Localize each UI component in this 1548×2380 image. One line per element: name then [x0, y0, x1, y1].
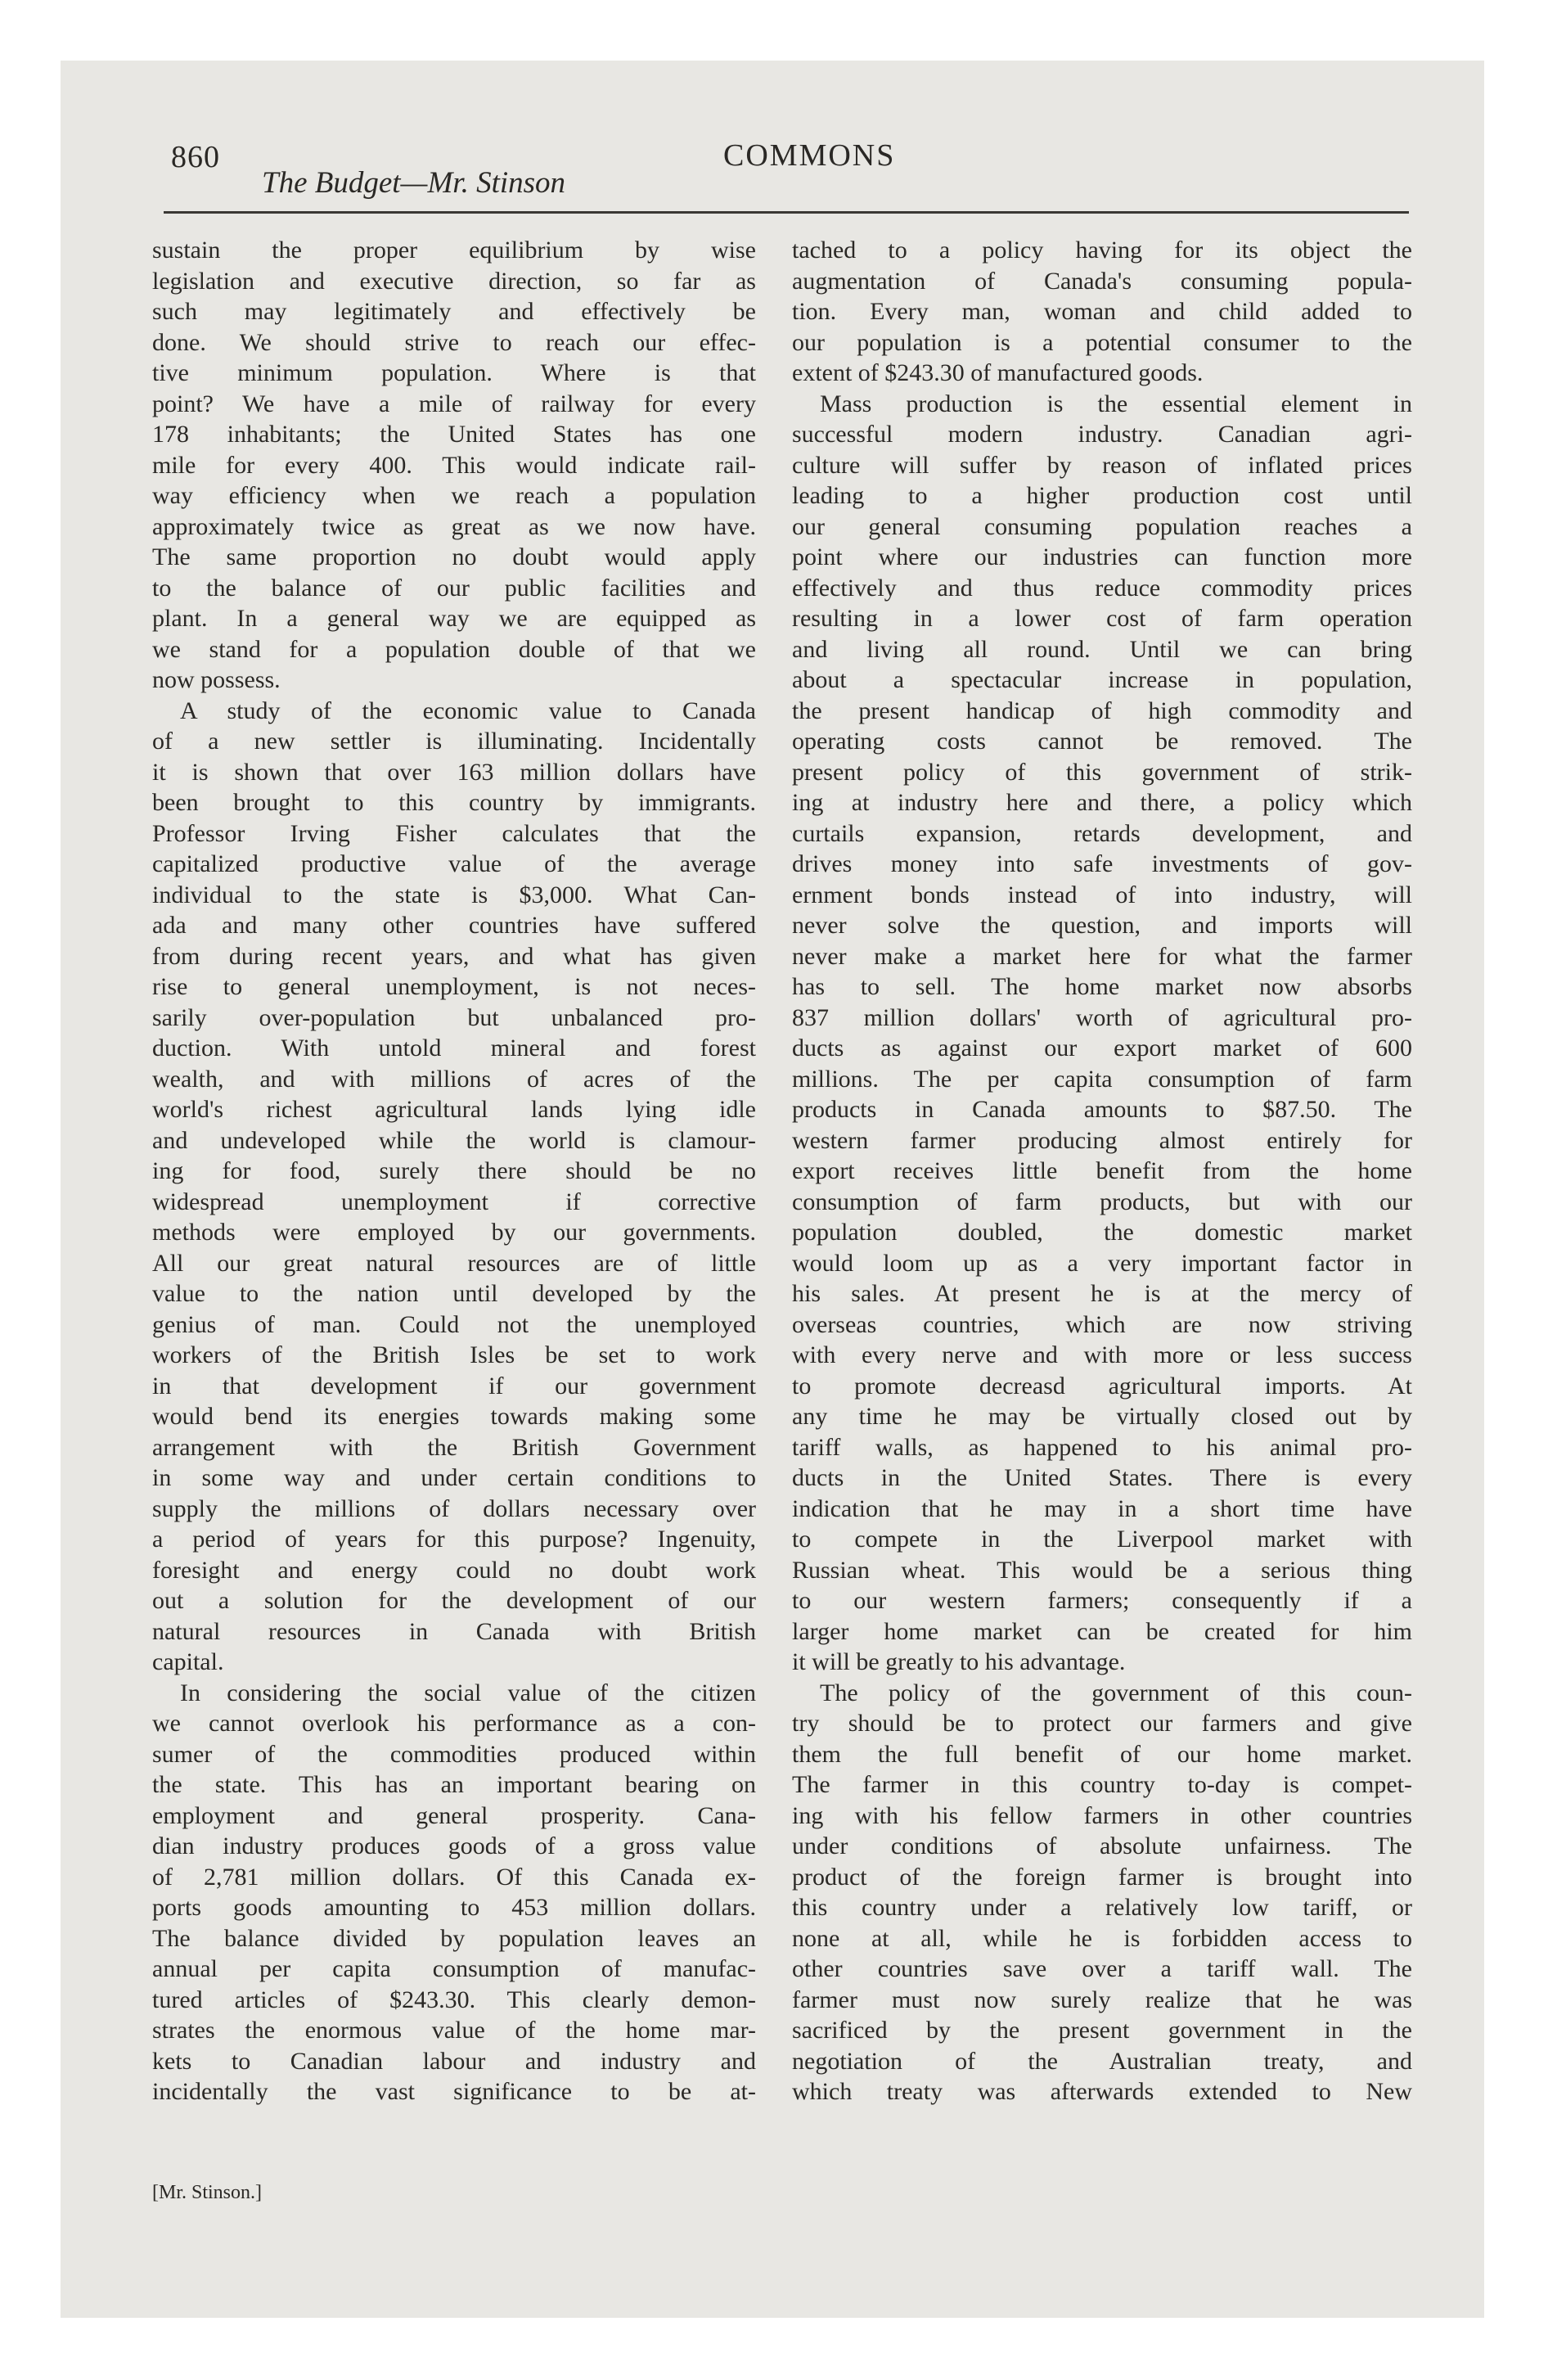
- text-line: about a spectacular increase in population,: [792, 666, 1412, 693]
- text-line: has to sell. The home market now absorbs: [792, 973, 1412, 1000]
- text-line: workers of the British Isles be set to work: [152, 1341, 756, 1368]
- text-line: been brought to this country by immigrants.: [152, 789, 756, 816]
- right-text-column: [792, 235, 1412, 2107]
- text-line: sacrificed by the present government in the: [792, 2017, 1412, 2044]
- speaker-attribution: [Mr. Stinson.]: [152, 2182, 263, 2203]
- text-line: way efficiency when we reach a population: [152, 482, 756, 509]
- text-line: farmer must now surely realize that he was: [792, 1986, 1412, 2013]
- text-line: sarily over-population but unbalanced pro-: [152, 1003, 756, 1031]
- text-line: duction. With untold mineral and forest: [152, 1034, 756, 1062]
- text-line: 837 million dollars' worth of agricultural pro-: [792, 1003, 1412, 1031]
- text-line: value to the nation until developed by the: [152, 1280, 756, 1307]
- text-line: of a new settler is illuminating. Incidentally: [152, 728, 756, 755]
- text-line: to our western farmers; consequently if a: [792, 1587, 1412, 1614]
- text-line: product of the foreign farmer is brought into: [792, 1863, 1412, 1891]
- text-line: dian industry produces goods of a gross value: [152, 1832, 756, 1859]
- text-line: A study of the economic value to Canada: [180, 696, 756, 724]
- text-line: legislation and executive direction, so far as: [152, 267, 756, 295]
- text-line: supply the millions of dollars necessary over: [152, 1494, 756, 1522]
- text-line: never solve the question, and imports will: [792, 912, 1412, 939]
- text-line: 178 inhabitants; the United States has one: [152, 421, 756, 448]
- text-line: arrangement with the British Government: [152, 1433, 756, 1461]
- text-line: none at all, while he is forbidden access to: [792, 1924, 1412, 1952]
- text-line: tariff walls, as happened to his animal pro-: [792, 1433, 1412, 1461]
- chamber-heading: COMMONS: [723, 138, 896, 173]
- text-line: this country under a relatively low tariff, or: [792, 1894, 1412, 1921]
- text-line: tion. Every man, woman and child added to: [792, 298, 1412, 325]
- text-line: effectively and thus reduce commodity prices: [792, 574, 1412, 602]
- text-line: resulting in a lower cost of farm operation: [792, 605, 1412, 632]
- text-line: tured articles of $243.30. This clearly demon-: [152, 1986, 756, 2013]
- text-line: under conditions of absolute unfairness. The: [792, 1832, 1412, 1859]
- text-line: present policy of this government of strik-: [792, 758, 1412, 786]
- text-line: larger home market can be created for him: [792, 1617, 1412, 1645]
- text-line: population doubled, the domestic market: [792, 1219, 1412, 1246]
- text-line: operating costs cannot be removed. The: [792, 728, 1412, 755]
- text-line: now possess.: [152, 666, 281, 693]
- text-line: rise to general unemployment, is not neces-: [152, 973, 756, 1000]
- text-line: ing for food, surely there should be no: [152, 1157, 756, 1184]
- text-line: would loom up as a very important factor in: [792, 1249, 1412, 1277]
- text-line: Professor Irving Fisher calculates that the: [152, 819, 756, 847]
- text-line: The policy of the government of this coun-: [820, 1679, 1412, 1706]
- text-line: ing at industry here and there, a policy which: [792, 789, 1412, 816]
- page-number: 860: [171, 140, 220, 174]
- text-line: widespread unemployment if corrective: [152, 1188, 756, 1215]
- text-line: leading to a higher production cost until: [792, 482, 1412, 509]
- left-text-column: [152, 235, 756, 2107]
- text-line: natural resources in Canada with British: [152, 1617, 756, 1645]
- text-line: ports goods amounting to 453 million dollars.: [152, 1894, 756, 1921]
- text-line: Russian wheat. This would be a serious thing: [792, 1556, 1412, 1584]
- running-title: The Budget—Mr. Stinson: [262, 166, 566, 200]
- text-line: point? We have a mile of railway for every: [152, 390, 756, 417]
- text-line: successful modern industry. Canadian agri-: [792, 421, 1412, 448]
- text-line: genius of man. Could not the unemployed: [152, 1310, 756, 1338]
- text-line: The farmer in this country to-day is compet-: [792, 1771, 1412, 1798]
- text-line: methods were employed by our governments.: [152, 1219, 756, 1246]
- text-line: in that development if our government: [152, 1372, 756, 1400]
- text-line: All our great natural resources are of little: [152, 1249, 756, 1277]
- text-line: and undeveloped while the world is clamour-: [152, 1126, 756, 1154]
- text-line: and living all round. Until we can bring: [792, 635, 1412, 663]
- text-line: export receives little benefit from the home: [792, 1157, 1412, 1184]
- text-line: tive minimum population. Where is that: [152, 359, 756, 386]
- text-line: plant. In a general way we are equipped as: [152, 605, 756, 632]
- text-line: sustain the proper equilibrium by wise: [152, 237, 756, 264]
- text-line: The balance divided by population leaves an: [152, 1924, 756, 1952]
- text-line: ernment bonds instead of into industry, will: [792, 881, 1412, 908]
- text-line: a period of years for this purpose? Ingenuity,: [152, 1526, 756, 1553]
- text-line: drives money into safe investments of gov-: [792, 850, 1412, 877]
- text-line: Mass production is the essential element in: [820, 390, 1412, 417]
- text-line: ducts in the United States. There is every: [792, 1464, 1412, 1491]
- text-line: wealth, and with millions of acres of the: [152, 1065, 756, 1093]
- text-line: individual to the state is $3,000. What Can-: [152, 881, 756, 908]
- text-line: world's richest agricultural lands lying idle: [152, 1096, 756, 1123]
- text-line: In considering the social value of the citizen: [180, 1679, 756, 1706]
- text-line: the state. This has an important bearing on: [152, 1771, 756, 1798]
- text-line: out a solution for the development of our: [152, 1587, 756, 1614]
- text-line: curtails expansion, retards development, and: [792, 819, 1412, 847]
- text-line: we cannot overlook his performance as a con-: [152, 1710, 756, 1737]
- text-line: from during recent years, and what has given: [152, 942, 756, 970]
- text-line: of 2,781 million dollars. Of this Canada ex-: [152, 1863, 756, 1891]
- text-line: try should be to protect our farmers and give: [792, 1710, 1412, 1737]
- text-line: overseas countries, which are now striving: [792, 1310, 1412, 1338]
- text-line: approximately twice as great as we now have.: [152, 512, 756, 540]
- text-line: culture will suffer by reason of inflated prices: [792, 451, 1412, 479]
- text-line: incidentally the vast significance to be at-: [152, 2078, 756, 2105]
- text-line: other countries save over a tariff wall. The: [792, 1955, 1412, 1982]
- text-line: foresight and energy could no doubt work: [152, 1556, 756, 1584]
- text-line: it is shown that over 163 million dollars have: [152, 758, 756, 786]
- text-line: them the full benefit of our home market.: [792, 1740, 1412, 1768]
- text-line: strates the enormous value of the home mar-: [152, 2017, 756, 2044]
- text-line: consumption of farm products, but with our: [792, 1188, 1412, 1215]
- text-line: negotiation of the Australian treaty, and: [792, 2047, 1412, 2075]
- text-line: sumer of the commodities produced within: [152, 1740, 756, 1768]
- text-line: extent of $243.30 of manufactured goods.: [792, 359, 1204, 386]
- text-line: augmentation of Canada's consuming popula-: [792, 267, 1412, 295]
- text-line: would bend its energies towards making some: [152, 1403, 756, 1430]
- text-line: our population is a potential consumer to the: [792, 328, 1412, 356]
- text-line: ada and many other countries have suffered: [152, 912, 756, 939]
- text-line: ducts as against our export market of 600: [792, 1034, 1412, 1062]
- text-line: point where our industries can function more: [792, 543, 1412, 570]
- text-line: The same proportion no doubt would apply: [152, 543, 756, 570]
- text-line: annual per capita consumption of manufac-: [152, 1955, 756, 1982]
- text-line: any time he may be virtually closed out by: [792, 1403, 1412, 1430]
- text-line: western farmer producing almost entirely for: [792, 1126, 1412, 1154]
- text-line: capitalized productive value of the average: [152, 850, 756, 877]
- text-line: in some way and under certain conditions to: [152, 1464, 756, 1491]
- text-line: products in Canada amounts to $87.50. The: [792, 1096, 1412, 1123]
- text-line: his sales. At present he is at the mercy of: [792, 1280, 1412, 1307]
- text-line: which treaty was afterwards extended to New: [792, 2078, 1412, 2105]
- text-line: ing with his fellow farmers in other countries: [792, 1801, 1412, 1829]
- text-line: millions. The per capita consumption of farm: [792, 1065, 1412, 1093]
- text-line: never make a market here for what the farmer: [792, 942, 1412, 970]
- text-line: mile for every 400. This would indicate rail-: [152, 451, 756, 479]
- text-line: tached to a policy having for its object the: [792, 237, 1412, 264]
- text-line: with every nerve and with more or less success: [792, 1341, 1412, 1368]
- text-line: to compete in the Liverpool market with: [792, 1526, 1412, 1553]
- text-line: kets to Canadian labour and industry and: [152, 2047, 756, 2075]
- text-line: to promote decreasd agricultural imports. At: [792, 1372, 1412, 1400]
- text-line: indication that he may in a short time have: [792, 1494, 1412, 1522]
- text-line: capital.: [152, 1648, 224, 1675]
- text-line: to the balance of our public facilities and: [152, 574, 756, 602]
- text-line: done. We should strive to reach our effec-: [152, 328, 756, 356]
- text-line: such may legitimately and effectively be: [152, 298, 756, 325]
- text-line: employment and general prosperity. Cana-: [152, 1801, 756, 1829]
- header-rule: [164, 211, 1409, 214]
- text-line: our general consuming population reaches a: [792, 512, 1412, 540]
- text-line: we stand for a population double of that we: [152, 635, 756, 663]
- text-line: the present handicap of high commodity and: [792, 696, 1412, 724]
- text-line: it will be greatly to his advantage.: [792, 1648, 1126, 1675]
